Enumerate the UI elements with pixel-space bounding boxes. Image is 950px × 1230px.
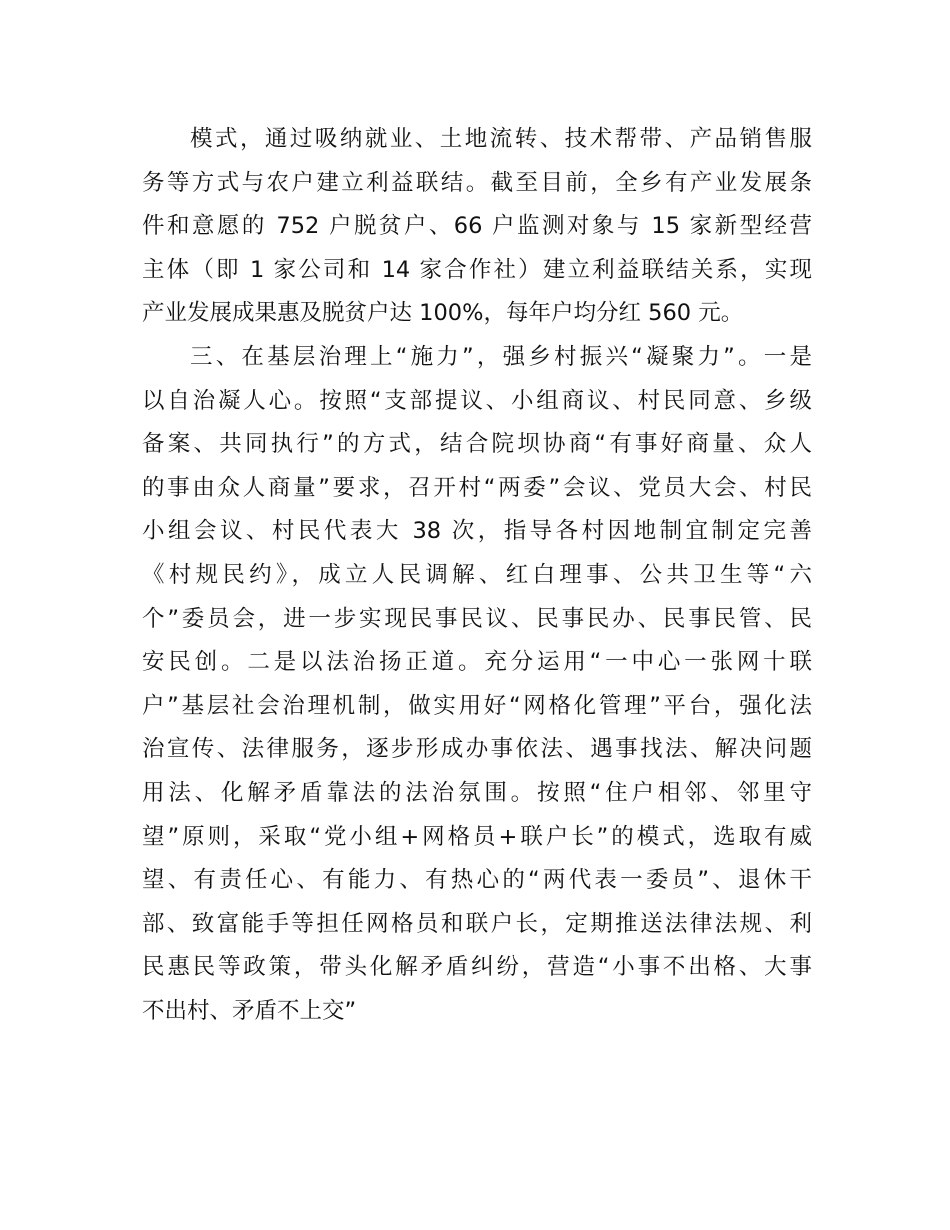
paragraph-2-line-2: 以自治凝人心。按照“支部提议、小组商议、村民同意、乡级 bbox=[142, 387, 812, 414]
paragraph-2-line-12: 望”原则，采取“党小组+网格员+联户长”的模式，选取有威 bbox=[142, 823, 812, 850]
paragraph-2-line-15: 民惠民等政策，带头化解矛盾纠纷，营造“小事不出格、大事 bbox=[142, 954, 812, 981]
paragraph-2-line-14: 部、致富能手等担任网格员和联户长，定期推送法律法规、利 bbox=[142, 910, 812, 937]
paragraph-1-line-5: 产业发展成果惠及脱贫户达 100%，每年户均分红 560 元。 bbox=[142, 300, 744, 327]
paragraph-2-line-8: 安民创。二是以法治扬正道。充分运用“一中心一张网十联 bbox=[142, 649, 812, 676]
paragraph-2-line-4: 的事由众人商量”要求，召开村“两委”会议、党员大会、村民 bbox=[142, 474, 812, 501]
paragraph-2-line-11: 用法、化解矛盾靠法的法治氛围。按照“住户相邻、邻里守 bbox=[142, 779, 812, 806]
paragraph-2-line-5: 小组会议、村民代表大 38 次，指导各村因地制宜制定完善 bbox=[142, 518, 812, 545]
paragraph-1-line-1: 模式，通过吸纳就业、土地流转、技术帮带、产品销售服 bbox=[190, 126, 812, 152]
paragraph-2-line-10: 治宣传、法律服务，逐步形成办事依法、遇事找法、解决问题 bbox=[142, 736, 812, 763]
paragraph-1-line-3: 件和意愿的 752 户脱贫户、66 户监测对象与 15 家新型经营 bbox=[142, 213, 812, 240]
paragraph-2-line-6: 《村规民约》，成立人民调解、红白理事、公共卫生等“六 bbox=[142, 561, 812, 588]
paragraph-2-line-3: 备案、共同执行”的方式，结合院坝协商“有事好商量、众人 bbox=[142, 431, 812, 458]
body-text bbox=[142, 118, 812, 1033]
paragraph-2-line-9: 户”基层社会治理机制，做实用好“网格化管理”平台，强化法 bbox=[142, 692, 812, 719]
paragraph-2-line-13: 望、有责任心、有能力、有热心的“两代表一委员”、退休干 bbox=[142, 867, 812, 894]
paragraph-1-line-4: 主体（即 1 家公司和 14 家合作社）建立利益联结关系，实现 bbox=[142, 256, 812, 283]
paragraph-1-line-2: 务等方式与农户建立利益联结。截至目前，全乡有产业发展条 bbox=[142, 169, 812, 196]
paragraph-2-line-1: 三、在基层治理上“施力”，强乡村振兴“凝聚力”。一是 bbox=[190, 343, 812, 370]
paragraph-2-line-16: 不出村、矛盾不上交” bbox=[142, 997, 357, 1024]
paragraph-2-line-7: 个”委员会，进一步实现民事民议、民事民办、民事民管、民 bbox=[142, 605, 812, 632]
